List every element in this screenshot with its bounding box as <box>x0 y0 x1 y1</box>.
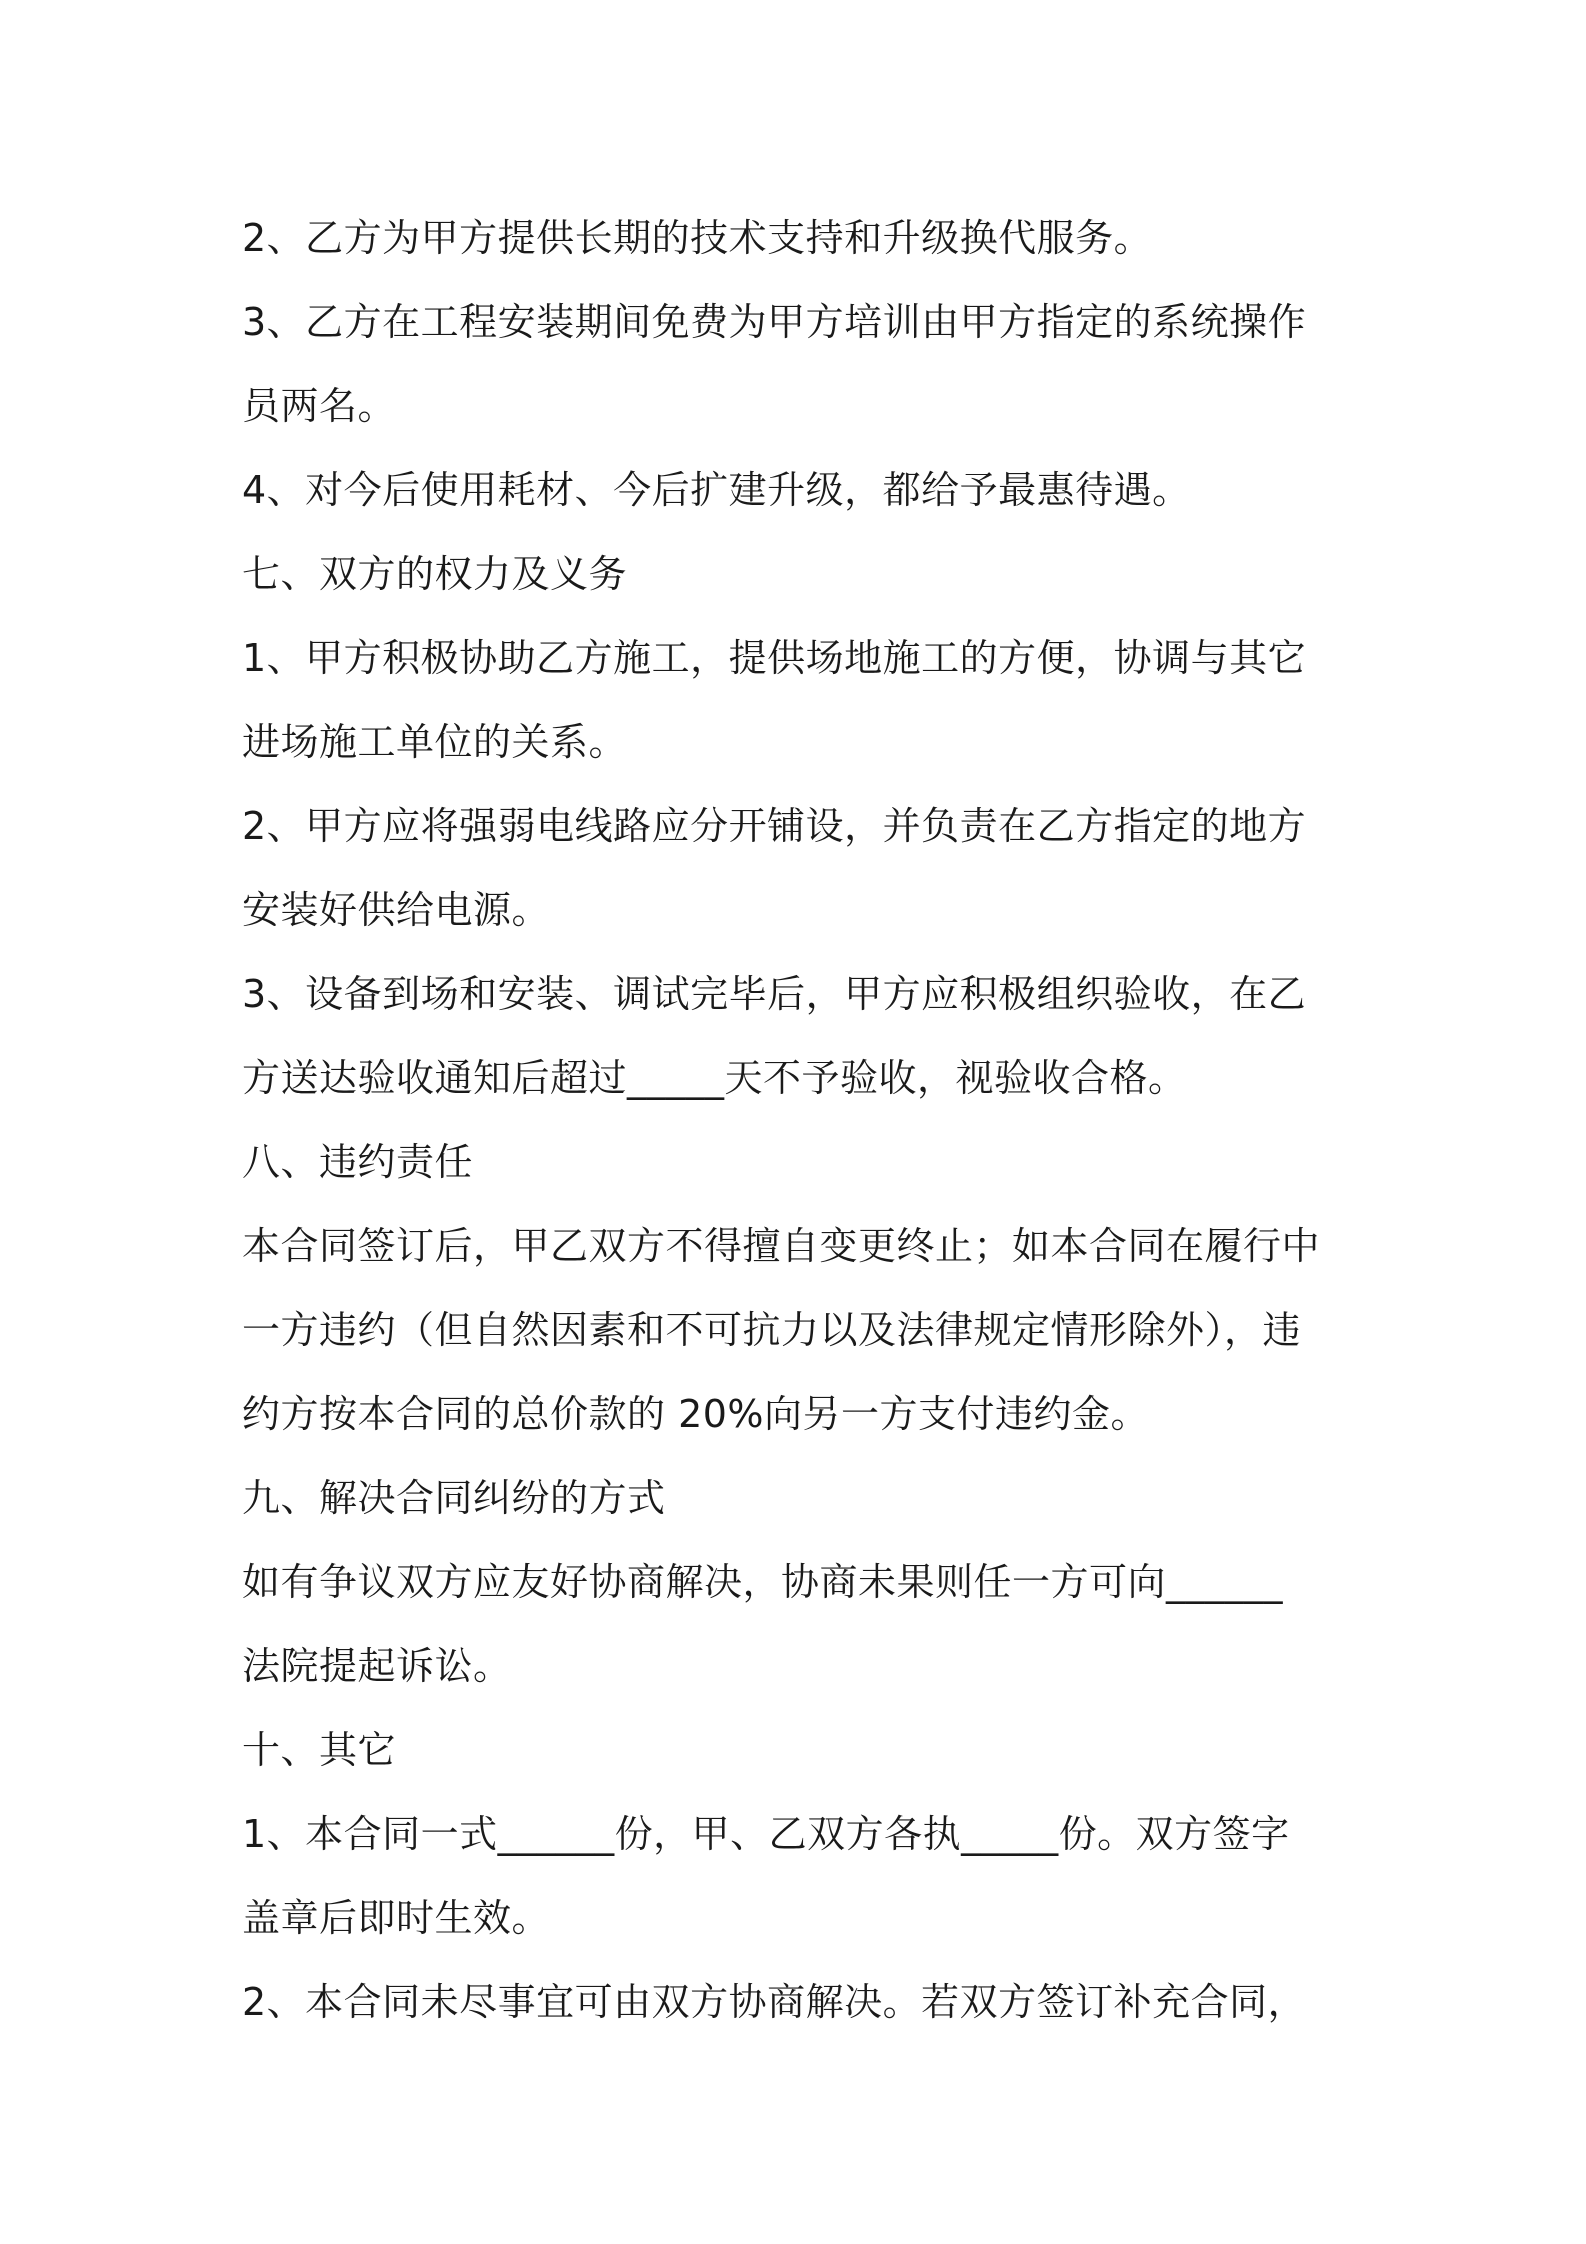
text-line: 安装好供给电源。 <box>242 888 551 932</box>
document-body <box>242 196 1362 2044</box>
text-line: 2、甲方应将强弱电线路应分开铺设，并负责在乙方指定的地方 <box>242 804 1307 848</box>
text-line: 如有争议双方应友好协商解决，协商未果则任一方可向______ <box>242 1560 1284 1604</box>
text-line: 进场施工单位的关系。 <box>242 720 628 764</box>
text-line: 一方违约（但自然因素和不可抗力以及法律规定情形除外），违 <box>242 1308 1302 1352</box>
section-heading: 八、违约责任 <box>242 1140 474 1184</box>
text-line: 方送达验收通知后超过_____天不予验收，视验收合格。 <box>242 1056 1187 1100</box>
text-line: 3、乙方在工程安装期间免费为甲方培训由甲方指定的系统操作 <box>242 300 1307 344</box>
text-line: 3、设备到场和安装、调试完毕后，甲方应积极组织验收，在乙 <box>242 972 1307 1016</box>
text-line: 盖章后即时生效。 <box>242 1896 551 1940</box>
text-line: 1、甲方积极协助乙方施工，提供场地施工的方便，协调与其它 <box>242 636 1307 680</box>
text-line: 法院提起诉讼。 <box>242 1644 512 1688</box>
text-line: 2、本合同未尽事宜可由双方协商解决。若双方签订补充合同， <box>242 1980 1307 2024</box>
text-line: 员两名。 <box>242 384 397 428</box>
text-line: 约方按本合同的总价款的 20%向另一方支付违约金。 <box>242 1392 1150 1436</box>
section-heading: 九、解决合同纠纷的方式 <box>242 1476 666 1520</box>
text-line: 本合同签订后，甲乙双方不得擅自变更终止；如本合同在履行中 <box>242 1224 1321 1268</box>
section-heading: 十、其它 <box>242 1728 397 1772</box>
section-heading: 七、双方的权力及义务 <box>242 552 628 596</box>
text-line: 1、本合同一式______份，甲、乙双方各执_____份。双方签字 <box>242 1812 1290 1856</box>
text-line: 2、乙方为甲方提供长期的技术支持和升级换代服务。 <box>242 216 1153 260</box>
text-line: 4、对今后使用耗材、今后扩建升级，都给予最惠待遇。 <box>242 468 1191 512</box>
